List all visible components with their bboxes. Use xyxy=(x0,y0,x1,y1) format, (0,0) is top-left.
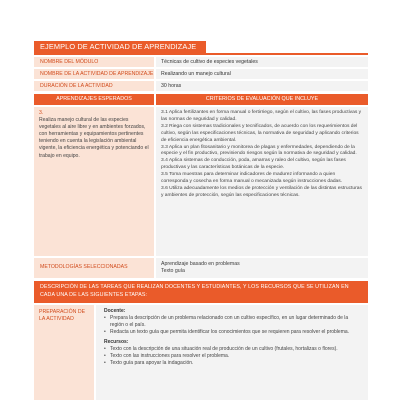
criterion-item: 3.6 Utiliza adecuadamente los medios de protección y ventilación de las distintas estructuras y ambientes de protección, según las especificaciones técnicas. xyxy=(161,185,362,198)
preparation-cell xyxy=(96,305,368,400)
duration-label: DURACIÓN DE LA ACTIVIDAD xyxy=(34,81,154,91)
teacher-task-item: • Prepara la descripción de un problema relacionado con un cultivo específico, en un lugar determinado de la región o el país. xyxy=(102,315,362,329)
learning-number: 3. xyxy=(39,110,44,116)
resource-item: • Texto con la descripción de una situación real de producción de un cultivo (frutales, hortalizas o flores). xyxy=(102,346,362,353)
activity-row xyxy=(34,69,368,79)
title-divider xyxy=(34,53,368,55)
methodology-item: Texto guía xyxy=(161,267,185,274)
module-label: NOMBRE DEL MÓDULO xyxy=(34,57,154,67)
teacher-heading: Docente: xyxy=(104,308,126,314)
activity-label: NOMBRE DE LA ACTIVIDAD DE APRENDIZAJE xyxy=(34,69,154,79)
methodologies-cell xyxy=(156,258,368,278)
evaluation-criteria-cell xyxy=(156,107,368,256)
resources-heading: Recursos: xyxy=(104,339,129,345)
page-title: EJEMPLO DE ACTIVIDAD DE APRENDIZAJE xyxy=(34,41,206,53)
module-value: Técnicas de cultivo de especies vegetales xyxy=(156,57,368,67)
learning-text: Realiza manejo cultural de las especies vegetales al aire libre y en ambientes forzados, con herramientas y equipamientos pertinentes teniendo en cuenta la legislación ambiental vigente, la eficiencia energética y potenciando el trabajo en equipo. xyxy=(39,117,149,159)
teacher-task-item: • Redacta un texto guía que permita identificar los conocimientos que se requieren para resolver el problema. xyxy=(102,329,362,336)
evaluation-criteria-header: CRITERIOS DE EVALUACIÓN QUE INCLUYE xyxy=(156,94,368,105)
activity-value: Realizando un manejo cultural xyxy=(156,69,368,79)
criterion-item: 3.4 Aplica sistemas de conducción, poda, amarras y raleo del cultivo, según las fases productivas y las características botánicas de la especie. xyxy=(161,158,346,171)
expected-learning-header: APRENDIZAJES ESPERADOS xyxy=(34,94,154,105)
criterion-item: 3.1 Aplica fertilizantes en forma manual o fertirriego, según el cultivo, las fases productivas y las normas de seguridad y calidad. xyxy=(161,110,362,122)
criterion-item: 3.3 Aplica un plan fitosanitario y monitorea de plagas y enfermedades, dependiendo de la especie y el fin productivo, previniendo riesgos según la normativa de seguridad y calidad. xyxy=(161,144,357,157)
duration-value: 30 horas xyxy=(156,81,368,91)
resource-item: • Texto con las instrucciones para resolver el problema. xyxy=(102,353,362,360)
resource-item: • Texto guía para apoyar la indagación. xyxy=(102,360,362,367)
expected-learning-cell xyxy=(34,107,154,256)
methodologies-label: METODOLOGÍAS SELECCIONADAS xyxy=(34,258,154,278)
methodology-item: Aprendizaje basado en problemas xyxy=(161,261,240,267)
task-description-header: DESCRIPCIÓN DE LAS TAREAS QUE REALIZAN DOCENTES Y ESTUDIANTES, Y LOS RECURSOS QUE SE UTILIZAN EN CADA UNA DE LAS SIGUIENTES ETAPAS: xyxy=(34,281,368,303)
duration-row xyxy=(34,81,368,91)
criterion-item: 3.2 Riega con sistemas tradicionales y tecnificados, de acuerdo con los requerimientos del cultivo, según las especificaciones técnicas, la normativa de seguridad y aplicando criterios de eficiencia energética ambiental. xyxy=(161,123,359,143)
criterion-item: 3.5 Toma muestras para determinar indicadores de madurez informando a quien corresponda y cosecha en forma manual o mecanizada según instrucciones dadas. xyxy=(161,172,343,185)
preparation-label: PREPARACIÓN DE LA ACTIVIDAD xyxy=(34,305,94,400)
module-row xyxy=(34,57,368,67)
